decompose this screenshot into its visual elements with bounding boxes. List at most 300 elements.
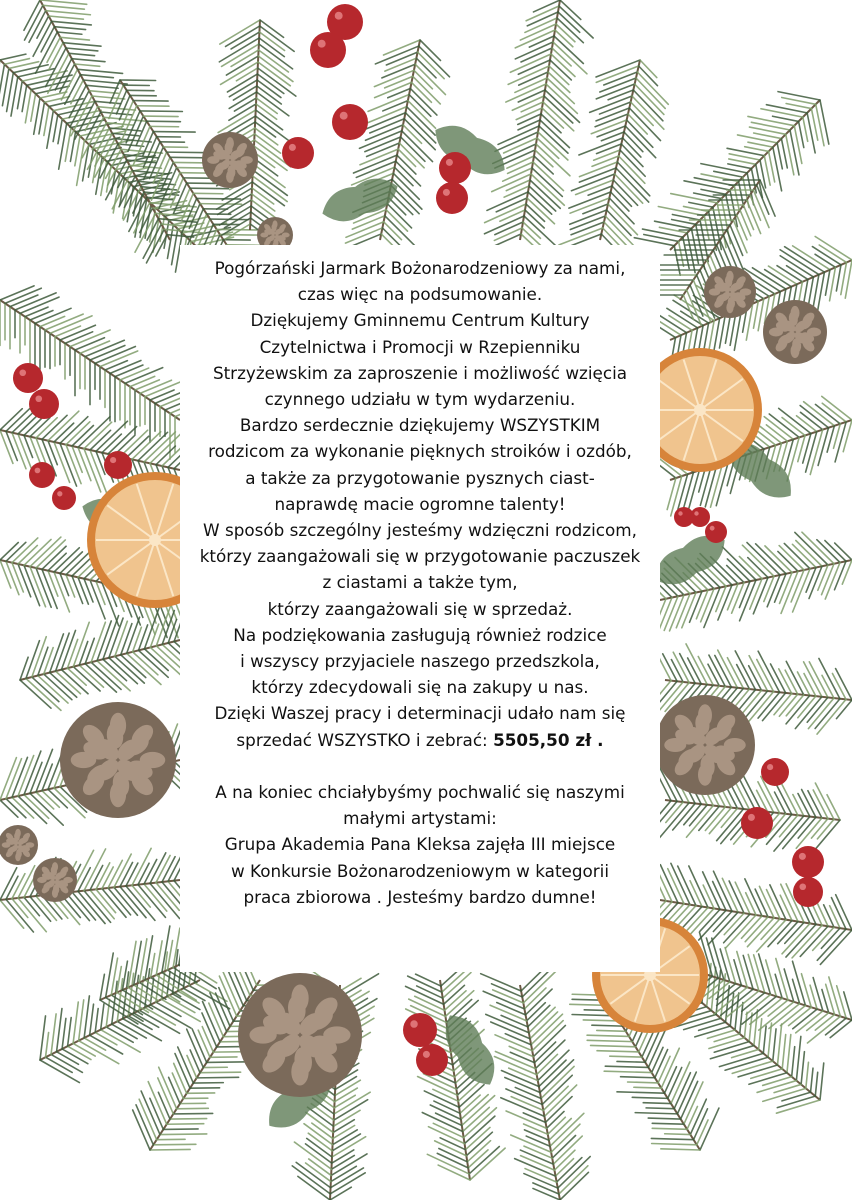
pine-needle	[36, 438, 46, 465]
pine-needle	[130, 376, 155, 386]
pine-needle	[48, 571, 58, 596]
pine-needle	[588, 186, 612, 195]
pine-needle	[519, 72, 548, 85]
pine-needle	[688, 908, 714, 937]
red-berry-icon	[705, 521, 727, 543]
pine-needle	[678, 474, 688, 509]
pine-needle	[673, 803, 695, 830]
pine-needle	[53, 115, 58, 142]
pine-needle	[331, 1168, 364, 1188]
pine-needle	[40, 1016, 46, 1060]
pine-needle	[757, 1081, 796, 1093]
pine-needle	[410, 88, 437, 115]
pine-needle	[197, 1077, 239, 1078]
pine-needle	[652, 1047, 663, 1072]
pine-needle	[815, 699, 840, 729]
pine-needle	[804, 674, 816, 697]
pine-needle	[66, 48, 98, 51]
pine-needle	[737, 952, 747, 988]
thank-you-paragraph	[180, 255, 660, 727]
pine-needle	[539, 1060, 566, 1086]
pine-needle	[717, 809, 744, 841]
pine-needle	[560, 1172, 588, 1200]
pine-needle	[498, 126, 539, 144]
text-line: Dziękujemy Gminnemu Centrum Kultury	[250, 310, 590, 331]
pine-needle	[54, 27, 85, 30]
pine-needle	[42, 791, 59, 808]
pine-needle	[443, 973, 471, 999]
pine-needle	[551, 1124, 580, 1152]
pine-needle	[18, 564, 31, 597]
pine-needle	[671, 863, 690, 904]
pine-needle	[709, 1038, 744, 1049]
pine-needle	[764, 576, 774, 601]
pine-needle	[151, 954, 155, 978]
pine-needle	[221, 62, 258, 84]
pine-needle	[133, 192, 144, 213]
pine-needle	[46, 11, 91, 15]
pine-needle	[172, 229, 178, 265]
pine-needle	[753, 301, 758, 328]
pine-needle	[144, 859, 157, 884]
pine-needle	[36, 540, 65, 568]
berry-highlight	[19, 369, 26, 376]
pine-needle	[557, 18, 583, 43]
pine-needle	[780, 256, 813, 277]
pine-needle	[73, 1043, 95, 1056]
pine-needle	[597, 1030, 626, 1031]
pine-needle	[619, 156, 645, 183]
pine-needle	[800, 406, 828, 428]
pine-needle	[592, 1025, 623, 1026]
pine-needle	[801, 974, 811, 1008]
pine-needle	[416, 974, 441, 986]
pine-needle	[545, 90, 580, 122]
pine-needle	[632, 1097, 667, 1098]
pine-branch-stem	[40, 0, 170, 240]
pine-needle	[754, 133, 782, 139]
pine-needle	[784, 969, 794, 1002]
pine-needle	[334, 1092, 370, 1114]
pine-needle	[463, 1107, 490, 1131]
pine-needle	[793, 795, 804, 816]
pine-needle	[494, 228, 522, 240]
pine-needle	[533, 1183, 559, 1194]
pine-needle	[253, 164, 285, 188]
pine-needle	[640, 60, 657, 78]
pine-needle	[24, 897, 39, 915]
pine-needle	[605, 1066, 648, 1067]
pine-needle	[536, 1040, 565, 1069]
text-line: W sposób szczególny jesteśmy wdzięczni rodzicom,	[203, 520, 637, 541]
pine-needle	[148, 1082, 166, 1125]
pine-needle	[600, 102, 631, 114]
pine-needle	[810, 430, 822, 475]
pine-needle	[822, 675, 834, 698]
pine-needle	[559, 1166, 588, 1194]
red-berry-icon	[741, 807, 773, 839]
pine-needle	[524, 216, 558, 248]
text-line: czynnego udziału w tym wydarzeniu.	[264, 389, 576, 410]
pine-needle	[780, 895, 792, 920]
pine-needle	[95, 1009, 98, 1033]
pine-needle	[700, 466, 711, 505]
pine-needle	[648, 1118, 680, 1119]
text-line: naprawdę macie ogromne talenty!	[274, 493, 566, 514]
pine-needle	[330, 1187, 351, 1200]
pine-needle	[763, 1026, 766, 1053]
pine-needle	[729, 159, 756, 164]
pine-needle	[102, 867, 113, 889]
pine-needle	[30, 762, 42, 793]
pine-needle	[50, 673, 77, 698]
pine-needle	[740, 1003, 743, 1034]
orange-core	[694, 404, 706, 416]
pine-needle	[679, 241, 684, 266]
pine-needle	[822, 396, 852, 420]
pine-needle	[102, 889, 126, 918]
pine-needle	[173, 1113, 212, 1114]
pine-needle	[652, 1128, 687, 1129]
pine-needle	[90, 890, 114, 919]
pine-needle	[820, 100, 829, 144]
pine-needle	[550, 1113, 584, 1146]
pine-needle	[79, 1041, 119, 1064]
pine-needle	[610, 1056, 642, 1057]
pine-needle	[613, 180, 637, 205]
pine-needle	[748, 954, 759, 991]
pine-needle	[30, 437, 41, 465]
pine-needle	[524, 1146, 552, 1158]
pine-needle	[17, 81, 22, 109]
pine-needle	[38, 647, 48, 675]
red-berry-icon	[29, 462, 55, 488]
text-line: i wszyscy przyjaciele naszego przedszkola,	[240, 651, 600, 672]
pine-needle	[529, 186, 556, 211]
pine-needle	[773, 116, 799, 121]
pine-needle	[115, 621, 128, 656]
pine-needle	[516, 108, 542, 120]
pine-needle	[687, 1106, 697, 1129]
pine-needle	[0, 430, 13, 463]
text-line: Pogórzański Jarmark Bożonarodzeniowy za nami,	[214, 258, 626, 278]
pine-needle	[508, 66, 549, 84]
pine-needle	[725, 948, 736, 984]
pine-needle	[677, 1072, 696, 1114]
pine-needle	[132, 848, 151, 885]
pine-needle	[75, 64, 100, 66]
pine-needle	[523, 1113, 545, 1123]
pine-needle	[571, 222, 604, 235]
pine-needle	[773, 147, 782, 191]
pine-needle	[651, 1138, 693, 1139]
pine-needle	[49, 16, 84, 19]
pine-needle	[738, 1065, 777, 1077]
pine-needle	[78, 447, 91, 480]
pine-needle	[815, 1072, 817, 1096]
pine-needle	[187, 1055, 197, 1077]
pine-needle	[690, 881, 702, 907]
pine-needle	[386, 52, 417, 65]
pine-needle	[595, 114, 628, 127]
pine-needle	[73, 1002, 78, 1043]
text-line: Na podziękowania zasługują również rodzice	[233, 624, 607, 645]
pine-needle	[557, 1158, 582, 1183]
pine-needle	[445, 991, 473, 1017]
pine-needle	[501, 1098, 545, 1117]
pine-needle	[418, 52, 445, 79]
berry-highlight	[423, 1051, 430, 1058]
pine-needle	[150, 1149, 190, 1150]
pine-needle	[134, 1013, 159, 1027]
pine-needle	[782, 1035, 785, 1069]
pine-needle	[57, 1009, 62, 1052]
pine-needle	[37, 16, 49, 38]
pine-needle	[795, 532, 828, 565]
pine-needle	[108, 888, 131, 915]
pine-needle	[492, 984, 523, 997]
pine-needle	[385, 58, 416, 71]
pine-needle	[818, 565, 828, 590]
pine-needle	[766, 960, 777, 996]
pine-needle	[809, 566, 822, 598]
pine-needle	[587, 1035, 629, 1036]
pine-needle	[229, 200, 252, 214]
pine-needle	[758, 299, 764, 331]
pine-needle	[434, 1101, 460, 1113]
pine-needle	[529, 1007, 555, 1033]
pine-needle	[806, 568, 816, 593]
text-line: małymi artystami:	[343, 808, 497, 829]
berry-highlight	[289, 144, 296, 151]
pine-needle	[712, 938, 724, 980]
pine-needle	[42, 415, 67, 439]
pine-needle	[128, 1016, 152, 1030]
pine-needle	[0, 560, 11, 588]
pine-needle	[799, 121, 804, 147]
pine-needle	[465, 1116, 495, 1144]
pine-needle	[259, 44, 293, 69]
pine-needle	[786, 104, 811, 109]
paragraph-spacer	[180, 753, 660, 779]
berry-highlight	[694, 511, 698, 515]
pine-needle	[505, 1034, 531, 1045]
pine-needle	[750, 195, 761, 220]
pine-needle	[503, 168, 532, 181]
pine-needle	[169, 1077, 180, 1103]
pine-needle	[780, 573, 792, 604]
pine-needle	[222, 44, 259, 66]
pine-needle	[827, 795, 840, 820]
pine-needle	[708, 664, 719, 686]
pine-needle	[90, 865, 103, 890]
pine-needle	[114, 887, 137, 915]
pine-needle	[396, 161, 421, 186]
pine-needle	[700, 1108, 719, 1150]
red-berry-icon	[13, 363, 43, 393]
text-line: czas więc na podsumowanie.	[297, 284, 543, 305]
pine-needle	[659, 803, 689, 839]
pine-needle	[62, 1018, 66, 1049]
pine-needle	[39, 102, 44, 134]
pine-needle	[701, 164, 747, 173]
pine-needle	[779, 408, 811, 433]
pine-needle	[544, 96, 573, 123]
pine-needle	[604, 222, 628, 247]
pine-needle	[825, 270, 829, 296]
pine-needle	[750, 998, 782, 1024]
text-line: a także za przygotowanie pysznych ciast-	[245, 467, 595, 488]
pine-needle	[684, 1082, 703, 1124]
pine-needle	[66, 893, 89, 921]
pine-needle	[84, 1038, 105, 1050]
pine-branch-stem	[670, 100, 820, 250]
pine-needle	[36, 32, 58, 73]
pine-needle	[822, 564, 834, 595]
pine-needle	[108, 427, 137, 454]
pine-needle	[737, 215, 747, 240]
pine-needle	[132, 432, 161, 460]
pine-needle	[604, 1071, 651, 1072]
text-line: którzy zaangażowali się w przygotowanie paczuszek	[199, 546, 641, 567]
berry-highlight	[35, 468, 41, 474]
pine-needle	[658, 1056, 670, 1083]
pine-needle	[258, 68, 296, 96]
pine-needle	[78, 868, 90, 892]
pine-needle	[824, 905, 834, 927]
pine-needle	[796, 1011, 823, 1033]
pine-needle	[728, 164, 752, 169]
pine-needle	[769, 151, 775, 182]
pine-needle	[748, 142, 773, 147]
pine-needle	[741, 771, 762, 811]
pine-needle	[801, 1052, 804, 1085]
pine-needle	[101, 1004, 104, 1030]
pine-needle	[597, 144, 622, 154]
pine-needle	[732, 583, 744, 614]
pine-needle	[597, 1051, 639, 1052]
pine-needle	[135, 380, 159, 390]
pine-needle	[439, 1148, 467, 1161]
pine-needle	[777, 1096, 815, 1107]
pine-needle	[744, 691, 767, 719]
text-line: Strzyżewskim za zaproszenie i możliwość wzięcia	[212, 362, 628, 383]
pine-needle	[335, 1088, 358, 1102]
pine-needle	[41, 27, 54, 52]
pine-needle	[12, 874, 25, 899]
pine-needle	[493, 990, 524, 1003]
pine-needle	[643, 1103, 671, 1104]
pine-needle	[95, 1032, 117, 1044]
pine-needle	[665, 1067, 677, 1093]
pine-needle	[769, 414, 799, 437]
pine-needle	[616, 168, 649, 202]
pine-needle	[540, 120, 569, 148]
pine-needle	[153, 1144, 196, 1145]
pine-needle	[713, 882, 726, 911]
pine-needle	[26, 679, 61, 711]
pine-needle	[796, 818, 822, 848]
pine-needle	[487, 192, 528, 210]
total-raised-prefix: sprzedać WSZYSTKO i zebrać:	[236, 729, 494, 750]
pine-needle	[806, 432, 817, 472]
pine-needle	[684, 1018, 721, 1029]
pine-needle	[140, 111, 182, 112]
pine-needle	[469, 1147, 499, 1174]
message-card	[180, 245, 660, 972]
pine-needle	[522, 971, 548, 997]
pine-needle	[46, 1033, 49, 1058]
pine-needle	[6, 431, 17, 460]
pine-needle	[46, 48, 66, 87]
pine-needle	[729, 154, 760, 160]
pine-needle	[84, 849, 106, 891]
pine-needle	[233, 970, 246, 1001]
pine-needle	[739, 581, 750, 607]
pine-needle	[167, 152, 209, 153]
pine-needle	[486, 1014, 529, 1032]
pine-needle	[236, 68, 257, 81]
pine-needle	[830, 906, 840, 928]
pine-needle	[31, 94, 36, 121]
pine-needle	[743, 205, 753, 230]
text-line: Dzięki Waszej pracy i determinacji udało nam się	[214, 703, 626, 724]
pine-needle	[842, 560, 852, 584]
pine-needle	[724, 914, 750, 943]
pine-needle	[587, 1040, 632, 1041]
pine-needle	[506, 180, 530, 191]
pine-needle	[615, 174, 643, 203]
pine-needle	[161, 162, 173, 190]
berry-highlight	[443, 189, 450, 196]
pine-needle	[778, 1024, 782, 1065]
pine-needle	[485, 204, 526, 223]
pine-needle	[10, 295, 38, 307]
pine-needle	[139, 650, 169, 677]
pine-needle	[526, 1136, 550, 1146]
pine-needle	[786, 695, 810, 723]
pine-needle	[408, 101, 436, 129]
red-berry-icon	[104, 451, 132, 479]
pine-needle	[655, 1050, 668, 1078]
pine-needle	[105, 361, 127, 370]
pine-needle	[527, 198, 554, 224]
pine-needle	[815, 1015, 834, 1031]
pine-needle	[752, 268, 785, 289]
pine-needle	[58, 119, 62, 144]
pine-needle	[36, 792, 54, 809]
pine-needle	[767, 575, 780, 607]
pine-needle	[835, 422, 846, 462]
pine-needle	[784, 543, 810, 568]
pine-needle	[776, 958, 788, 1000]
pine-needle	[696, 224, 705, 269]
pine-needle	[168, 941, 173, 970]
red-berry-icon	[416, 1044, 448, 1076]
pine-needle	[744, 1012, 747, 1037]
pine-needle	[617, 1061, 645, 1062]
red-berry-icon	[282, 137, 314, 169]
pine-needle	[509, 1068, 538, 1080]
pine-needle	[737, 665, 750, 689]
pine-needle	[388, 88, 411, 97]
pine-needle	[743, 955, 753, 989]
pine-needle	[120, 887, 146, 918]
red-berry-icon	[29, 389, 59, 419]
pine-needle	[591, 1045, 636, 1046]
berry-highlight	[710, 526, 715, 531]
pine-needle	[497, 1003, 526, 1015]
